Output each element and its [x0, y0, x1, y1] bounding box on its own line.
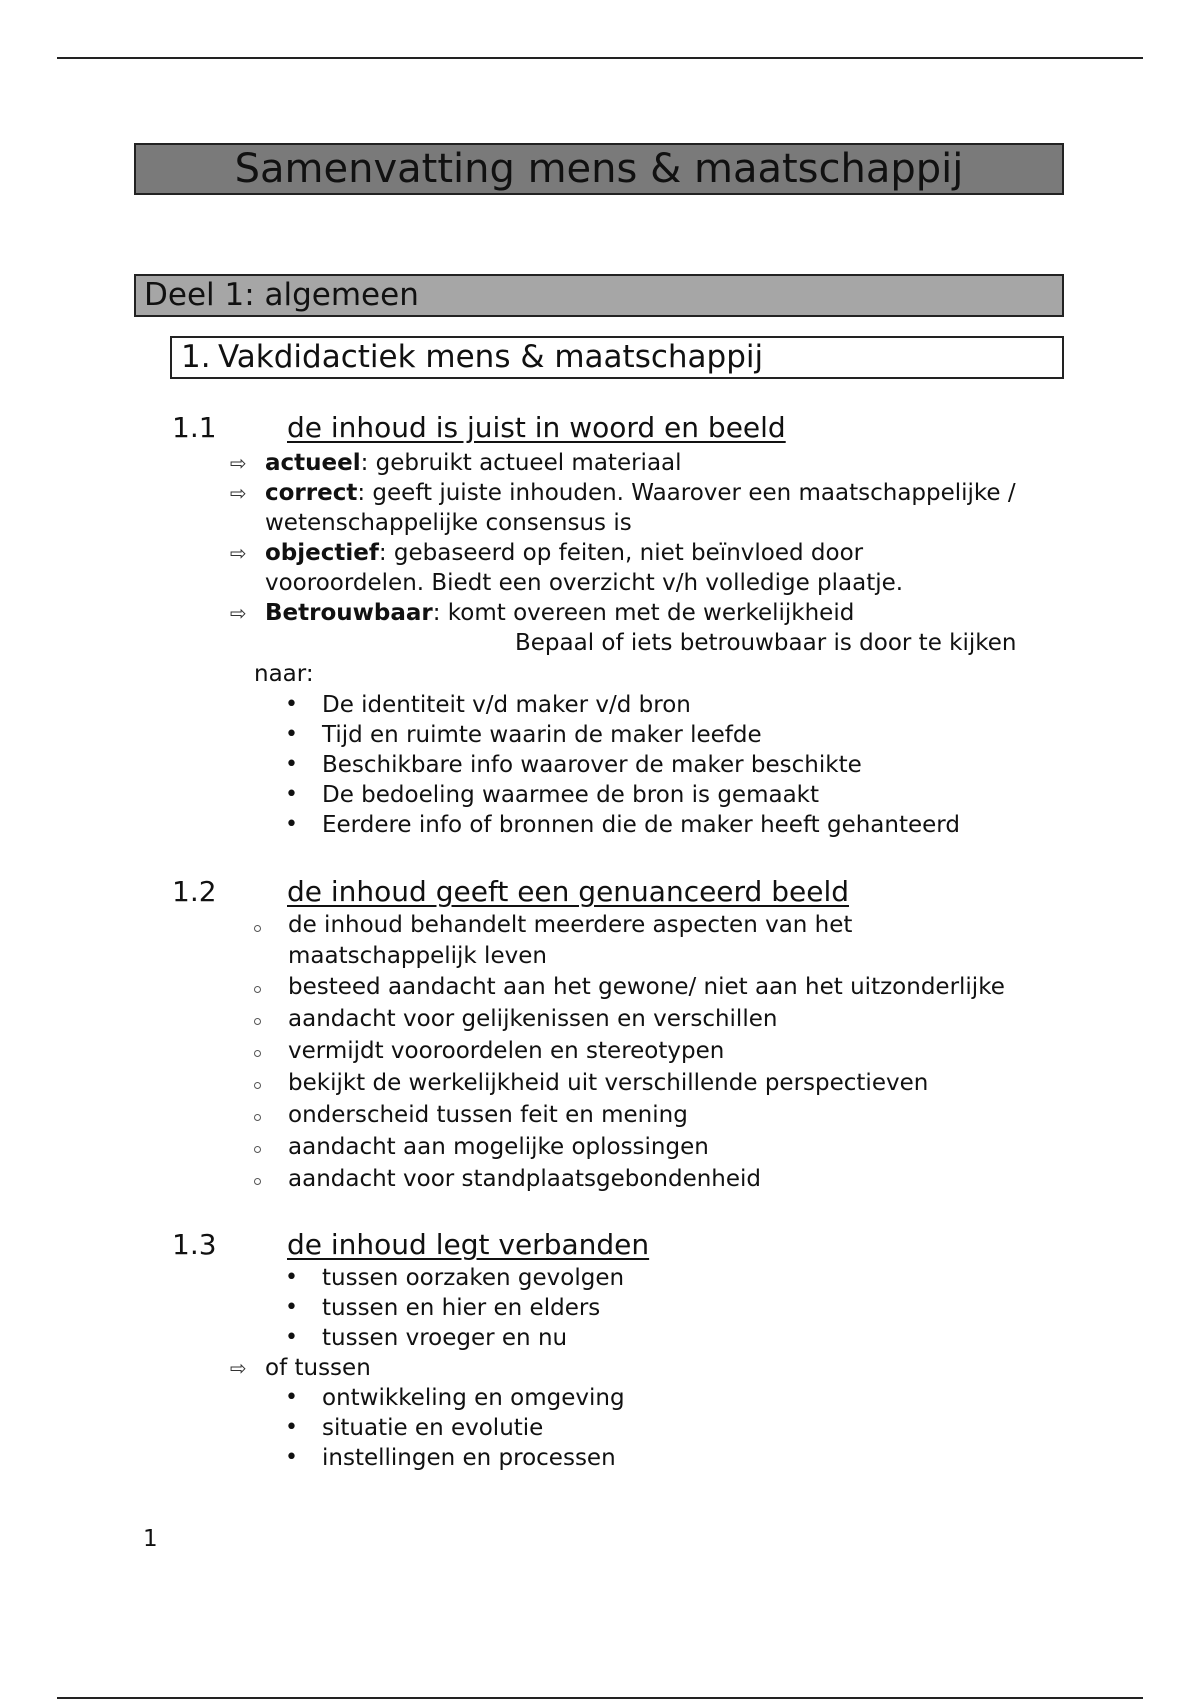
list-item: Beschikbare info waarover de maker beschikte [322, 752, 862, 778]
list-item: aandacht aan mogelijke oplossingen [288, 1134, 709, 1160]
term: Betrouwbaar [265, 600, 433, 626]
chapter-number: 1. [181, 339, 211, 375]
bullet-icon: • [285, 722, 298, 747]
arrow-bullet-icon: ⇨ [230, 541, 247, 565]
section-number: 1.1 [172, 411, 217, 444]
section-title: de inhoud geeft een genuanceerd beeld [287, 875, 850, 908]
list-item: onderscheid tussen feit en mening [288, 1102, 688, 1128]
list-item-continuation: wetenschappelijke consensus is [265, 510, 632, 536]
header-rule [57, 57, 1143, 59]
bullet-icon: • [285, 752, 298, 777]
circle-bullet-icon [254, 986, 261, 993]
bullet-icon: • [285, 1325, 298, 1350]
term: actueel [265, 450, 361, 476]
list-item: correct: geeft juiste inhouden. Waarover een maatschappelijke / [265, 480, 1016, 506]
list-item: tussen vroeger en nu [322, 1325, 568, 1351]
list-item: bekijkt de werkelijkheid uit verschillende perspectieven [288, 1070, 929, 1096]
list-item: aandacht voor standplaatsgebondenheid [288, 1166, 762, 1192]
bullet-icon: • [285, 1415, 298, 1440]
paragraph-text: Bepaal of iets betrouwbaar is door te kijken [515, 630, 1017, 656]
arrow-bullet-icon: ⇨ [230, 1356, 247, 1380]
term: objectief [265, 540, 379, 566]
footer-rule [57, 1697, 1143, 1699]
circle-bullet-icon [254, 925, 261, 932]
list-item: situatie en evolutie [322, 1415, 544, 1441]
list-item: objectief: gebaseerd op feiten, niet beïnvloed door [265, 540, 864, 566]
list-item: actueel: gebruikt actueel materiaal [265, 450, 682, 476]
list-item-continuation: maatschappelijk leven [288, 943, 547, 969]
bullet-icon: • [285, 1265, 298, 1290]
list-item: tussen en hier en elders [322, 1295, 601, 1321]
list-item: aandacht voor gelijkenissen en verschillen [288, 1006, 778, 1032]
circle-bullet-icon [254, 1018, 261, 1025]
document-title: Samenvatting mens & maatschappij [134, 143, 1064, 195]
list-item: instellingen en processen [322, 1445, 616, 1471]
section-title: de inhoud is juist in woord en beeld [287, 411, 786, 444]
bullet-icon: • [285, 1295, 298, 1320]
section-number: 1.2 [172, 875, 217, 908]
circle-bullet-icon [254, 1178, 261, 1185]
list-item: Tijd en ruimte waarin de maker leefde [322, 722, 762, 748]
list-item: de inhoud behandelt meerdere aspecten van het [288, 912, 853, 938]
term: correct [265, 480, 358, 506]
chapter-title: Vakdidactiek mens & maatschappij [218, 339, 764, 375]
list-item: Betrouwbaar: komt overeen met de werkelijkheid [265, 600, 855, 626]
bullet-icon: • [285, 812, 298, 837]
chapter-heading [170, 336, 1064, 379]
arrow-bullet-icon: ⇨ [230, 451, 247, 475]
list-item: of tussen [265, 1355, 371, 1381]
section-number: 1.3 [172, 1228, 217, 1261]
circle-bullet-icon [254, 1082, 261, 1089]
bullet-icon: • [285, 1385, 298, 1410]
page-number: 1 [143, 1526, 158, 1552]
list-item: De identiteit v/d maker v/d bron [322, 692, 691, 718]
arrow-bullet-icon: ⇨ [230, 481, 247, 505]
list-item: vermijdt vooroordelen en stereotypen [288, 1038, 725, 1064]
paragraph-text: naar: [254, 661, 314, 687]
bullet-icon: • [285, 692, 298, 717]
arrow-bullet-icon: ⇨ [230, 601, 247, 625]
circle-bullet-icon [254, 1050, 261, 1057]
section-title: de inhoud legt verbanden [287, 1228, 650, 1261]
circle-bullet-icon [254, 1146, 261, 1153]
bullet-icon: • [285, 782, 298, 807]
list-item: Eerdere info of bronnen die de maker heeft gehanteerd [322, 812, 960, 838]
circle-bullet-icon [254, 1114, 261, 1121]
bullet-icon: • [285, 1445, 298, 1470]
list-item: besteed aandacht aan het gewone/ niet aan het uitzonderlijke [288, 974, 1005, 1000]
list-item: De bedoeling waarmee de bron is gemaakt [322, 782, 820, 808]
list-item-continuation: vooroordelen. Biedt een overzicht v/h volledige plaatje. [265, 570, 904, 596]
list-item: tussen oorzaken gevolgen [322, 1265, 625, 1291]
part-heading: Deel 1: algemeen [134, 274, 1064, 317]
list-item: ontwikkeling en omgeving [322, 1385, 625, 1411]
